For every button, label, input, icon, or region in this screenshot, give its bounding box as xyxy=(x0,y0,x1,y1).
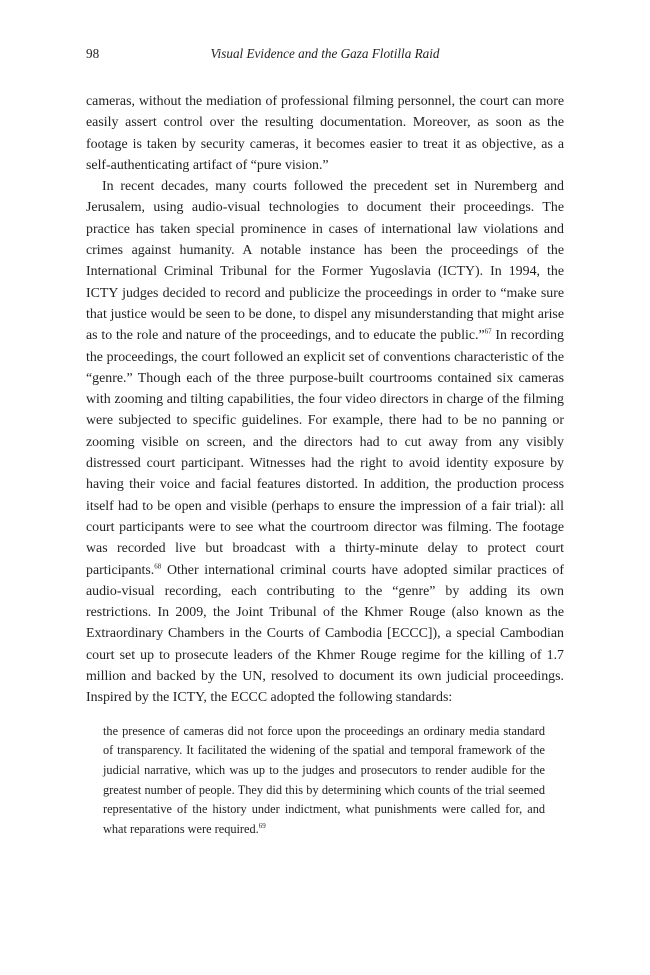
block-quote-text: the presence of cameras did not force upon the proceedings an ordinary media standard of transparency. It facilitated the widening of the spatial and temporal framework of the judicial narrative, which was up to the judges and prosecutors to render audible for the greatest number of people. They did this by determining which counts of the trial seemed representative of the history under indictment, what punishments were called for, and what reparations were required. xyxy=(103,723,545,837)
page-number: 98 xyxy=(86,46,100,61)
paragraph-icty xyxy=(86,176,564,708)
footnote-ref-69: 69 xyxy=(258,822,266,831)
running-title: Visual Evidence and the Gaza Flotilla Raid xyxy=(210,46,440,61)
body-text xyxy=(86,91,564,840)
running-head xyxy=(86,46,564,66)
paragraph-segment: Other international criminal courts have adopted similar practices of audio-visual recording, each contributing to the “genre” by adding its own restrictions. In 2009, the Joint Tribunal of the Khmer Rouge (also known as the Extraordinary Chambers in the Courts of Cambodia [ECCC]), a special Cambodian court set up to prosecute leaders of the Khmer Rouge regime for the killing of 1.7 million and backed by the UN, resolved to document its own judicial proceedings. Inspired by the ICTY, the ECCC adopted the following standards: xyxy=(86,562,564,706)
block-quote xyxy=(103,722,545,840)
paragraph-segment: In recent decades, many courts followed the precedent set in Nuremberg and Jerusalem, using audio-visual technologies to document their proceedings. The practice has taken special prominence in cases of international law violations and crimes against humanity. A notable instance has been the proceedings of the International Criminal Tribunal for the Former Yugoslavia (ICTY). In 1994, the ICTY judges decided to record and publicize the proceedings in order to “make sure that justice would be seen to be done, to dispel any misunderstanding that might arise as to the role and nature of the proceedings, and to educate the public.” xyxy=(86,179,564,344)
paragraph-continued: cameras, without the mediation of professional filming personnel, the court can more easily assert control over the resulting documentation. Moreover, as soon as the footage is taken by security cameras, it becomes easier to treat it as objective, as a self-authenticating artifact of “pure vision.” xyxy=(86,94,564,173)
paragraph-segment: In recording the proceedings, the court followed an explicit set of conventions characteristic of the “genre.” Though each of the three purpose-built courtrooms contained six cameras with zooming and tilting capabilities, the four video directors in charge of the filming were subjected to specific guidelines. For example, there had to be no panning or zooming visible on screen, and the directors had to cut away from any visibly distressed court participant. Witnesses had the right to avoid identity exposure by having their voice and facial features distorted. In addition, the production process itself had to be open and visible (perhaps to ensure the impression of a fair trial): all court participants were to see what the courtroom director was filming. The footage was recorded live but broadcast with a thirty-minute delay to protect court participants. xyxy=(86,328,564,578)
footnote-ref-67: 67 xyxy=(484,327,492,336)
footnote-ref-68: 68 xyxy=(154,561,162,570)
